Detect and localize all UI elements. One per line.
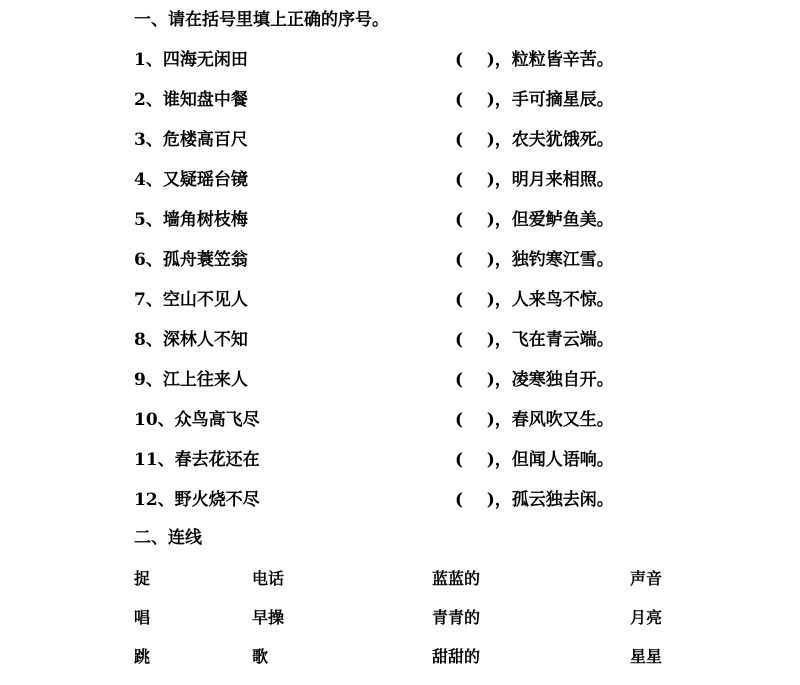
fill-in-question-list <box>0 49 800 529</box>
question-first-line: 4、又疑瑶台镜 <box>134 170 248 190</box>
matching-word: 早操 <box>252 608 285 627</box>
matching-word: 跳 <box>134 647 151 666</box>
question-row <box>0 89 800 129</box>
matching-word: 电话 <box>252 569 285 588</box>
question-row <box>0 489 800 529</box>
question-second-line: ( )，但闻人语响。 <box>455 450 614 470</box>
question-row <box>0 369 800 409</box>
matching-word: 月亮 <box>630 608 663 627</box>
question-first-line: 11、春去花还在 <box>134 450 260 470</box>
question-row <box>0 449 800 489</box>
question-row <box>0 129 800 169</box>
question-second-line: ( )，飞在青云端。 <box>455 330 614 350</box>
section-1-title: 一、请在括号里填上正确的序号。 <box>134 10 389 30</box>
question-row <box>0 169 800 209</box>
matching-word: 星星 <box>630 647 663 666</box>
question-first-line: 3、危楼高百尺 <box>134 130 248 150</box>
matching-word: 歌 <box>252 647 269 666</box>
question-second-line: ( )，凌寒独自开。 <box>455 370 614 390</box>
question-second-line: ( )，春风吹又生。 <box>455 410 614 430</box>
question-first-line: 7、空山不见人 <box>134 290 248 310</box>
question-first-line: 12、野火烧不尽 <box>134 490 260 510</box>
section-2-title: 二、连线 <box>134 528 202 548</box>
matching-word: 蓝蓝的 <box>432 569 481 588</box>
question-first-line: 9、江上往来人 <box>134 370 248 390</box>
matching-grid <box>0 568 800 685</box>
question-second-line: ( )，粒粒皆辛苦。 <box>455 50 614 70</box>
matching-word: 甜甜的 <box>432 647 481 666</box>
question-first-line: 1、四海无闲田 <box>134 50 248 70</box>
question-first-line: 10、众鸟高飞尽 <box>134 410 260 430</box>
question-first-line: 2、谁知盘中餐 <box>134 90 248 110</box>
matching-word: 捉 <box>134 569 151 588</box>
question-row <box>0 409 800 449</box>
question-first-line: 8、深林人不知 <box>134 330 248 350</box>
matching-word: 唱 <box>134 608 151 627</box>
question-second-line: ( )，明月来相照。 <box>455 170 614 190</box>
matching-word: 青青的 <box>432 608 481 627</box>
question-second-line: ( )，独钓寒江雪。 <box>455 250 614 270</box>
question-row <box>0 49 800 89</box>
question-row <box>0 209 800 249</box>
question-first-line: 6、孤舟蓑笠翁 <box>134 250 248 270</box>
matching-row <box>0 607 800 646</box>
question-second-line: ( )，但爱鲈鱼美。 <box>455 210 614 230</box>
question-first-line: 5、墙角树枝梅 <box>134 210 248 230</box>
matching-word: 声音 <box>630 569 663 588</box>
question-row <box>0 329 800 369</box>
question-second-line: ( )，孤云独去闲。 <box>455 490 614 510</box>
question-row <box>0 289 800 329</box>
question-second-line: ( )，手可摘星辰。 <box>455 90 614 110</box>
question-second-line: ( )，农夫犹饿死。 <box>455 130 614 150</box>
question-second-line: ( )，人来鸟不惊。 <box>455 290 614 310</box>
matching-row <box>0 646 800 685</box>
question-row <box>0 249 800 289</box>
matching-row <box>0 568 800 607</box>
